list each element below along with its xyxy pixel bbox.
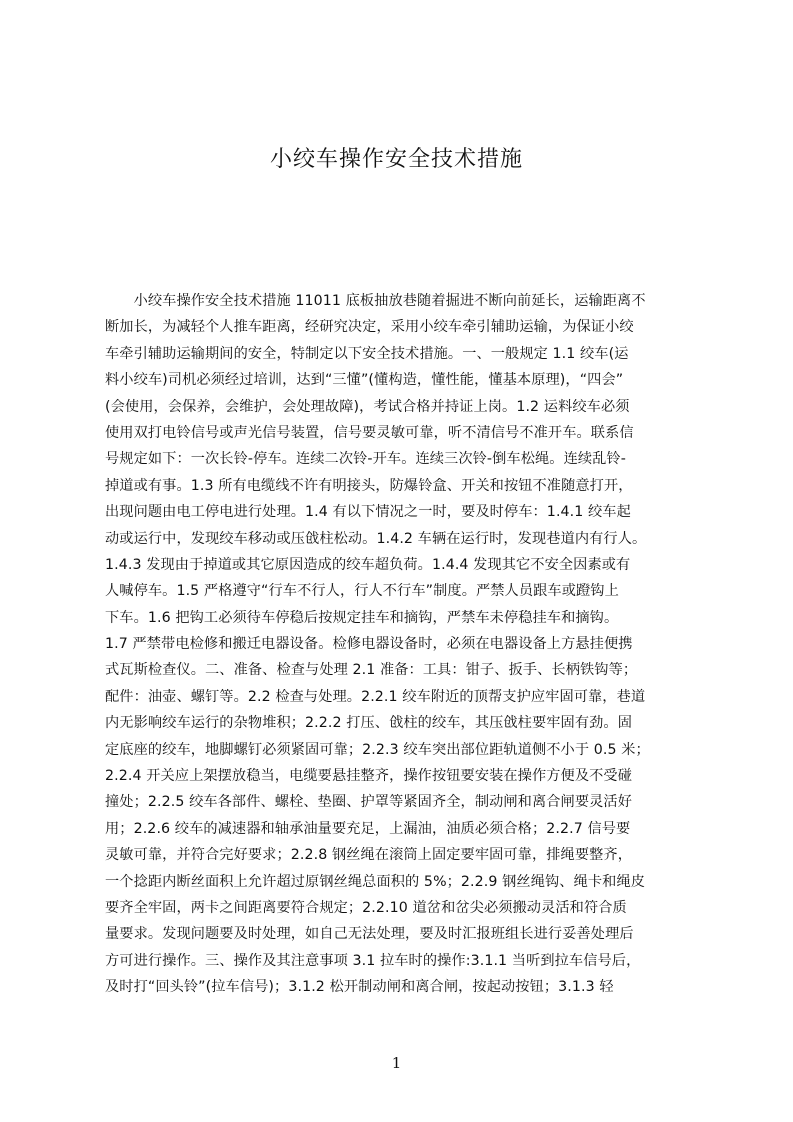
body-line: 2.2.4 开关应上架摆放稳当，电缆要悬挂整齐，操作按钮要安装在操作方便及不受碰 — [105, 768, 632, 785]
page-title: 小绞车操作安全技术措施 — [269, 147, 523, 172]
body-line: 断加长，为减轻个人推车距离，经研究决定，采用小绞车牵引辅助运输，为保证小绞 — [105, 319, 634, 336]
body-line: 动或运行中，发现绞车移动或压戗柱松动。1.4.2 车辆在运行时，发现巷道内有行人。 — [105, 530, 647, 547]
body-line: 式瓦斯检查仪。二、准备、检查与处理 2.1 准备：工具：钳子、扳手、长柄铁钩等； — [105, 662, 638, 679]
body-line: 定底座的绞车，地脚螺钉必须紧固可靠；2.2.3 绞车突出部位距轨道侧不小于 0.5 米； — [105, 741, 650, 758]
body-line: 一个捻距内断丝面积上允许超过原钢丝绳总面积的 5%；2.2.9 钢丝绳钩、绳卡和绳皮 — [105, 873, 646, 890]
body-line: 方可进行操作。三、操作及其注意事项 3.1 拉车时的操作:3.1.1 当听到拉车信号后， — [105, 952, 641, 969]
body-line: 掉道或有事。1.3 所有电缆线不许有明接头，防爆铃盒、开关和按钮不准随意打开， — [105, 477, 633, 494]
body-line: 用；2.2.6 绞车的减速器和轴承油量要充足，上漏油，油质必须合格；2.2.7 信号要 — [105, 820, 631, 837]
body-line: 灵敏可靠，并符合完好要求；2.2.8 钢丝绳在滚筒上固定要牢固可靠，排绳要整齐， — [105, 847, 632, 864]
body-line: 出现问题由电工停电进行处理。1.4 有以下情况之一时，要及时停车：1.4.1 绞车起 — [105, 504, 631, 521]
body-line: 1.4.3 发现由于掉道或其它原因造成的绞车超负荷。1.4.4 发现其它不安全因素或有 — [105, 556, 631, 573]
body-line: 要齐全牢固，两卡之间距离要符合规定；2.2.10 道岔和岔尖必须搬动灵活和符合质 — [105, 899, 627, 916]
body-line: 使用双打电铃信号或声光信号装置，信号要灵敏可靠，听不清信号不准开车。联系信 — [105, 424, 634, 441]
body-line: 及时打“回头铃”(拉车信号)；3.1.2 松开制动闸和离合闸，按起动按钮；3.1.3 轻 — [105, 979, 614, 996]
body-line: 撞处；2.2.5 绞车各部件、螺栓、垫圈、护罩等紧固齐全，制动闸和离合闸要灵活好 — [105, 794, 632, 811]
body-line: 1.7 严禁带电检修和搬迁电器设备。检修电器设备时，必须在电器设备上方悬挂便携 — [105, 636, 633, 653]
body-line: 下车。1.6 把钩工必须待车停稳后按规定挂车和摘钩，严禁车未停稳挂车和摘钩。 — [105, 609, 619, 626]
body-line: 量要求。发现问题要及时处理，如自己无法处理，要及时汇报班组长进行妥善处理后 — [105, 926, 634, 943]
body-line: 小绞车操作安全技术措施 11011 底板抽放巷随着掘进不断向前延长，运输距离不 — [105, 293, 646, 309]
body-text — [105, 288, 697, 1001]
body-line: 配件：油壶、螺钉等。2.2 检查与处理。2.2.1 绞车附近的顶帮支护应牢固可靠，巷道 — [105, 688, 646, 705]
body-line: 内无影响绞车运行的杂物堆积；2.2.2 打压、戗柱的绞车，其压戗柱要牢固有劲。固 — [105, 715, 632, 732]
body-line: 料小绞车)司机必须经过培训，达到“三懂”(懂构造，懂性能，懂基本原理)，“四会” — [105, 372, 624, 389]
body-line: (会使用，会保养，会维护，会处理故障)，考试合格并持证上岗。1.2 运料绞车必须 — [105, 398, 630, 415]
body-line: 号规定如下：一次长铃-停车。连续二次铃-开车。连续三次铃-倒车松绳。连续乱铃- — [105, 451, 626, 468]
body-line: 人喊停车。1.5 严格遵守“行车不行人，行人不行车”制度。严禁人员跟车或蹬钩上 — [105, 583, 619, 600]
body-line: 车牵引辅助运输期间的安全，特制定以下安全技术措施。一、一般规定 1.1 绞车(运 — [105, 345, 629, 362]
page-number: 1 — [391, 1054, 402, 1072]
